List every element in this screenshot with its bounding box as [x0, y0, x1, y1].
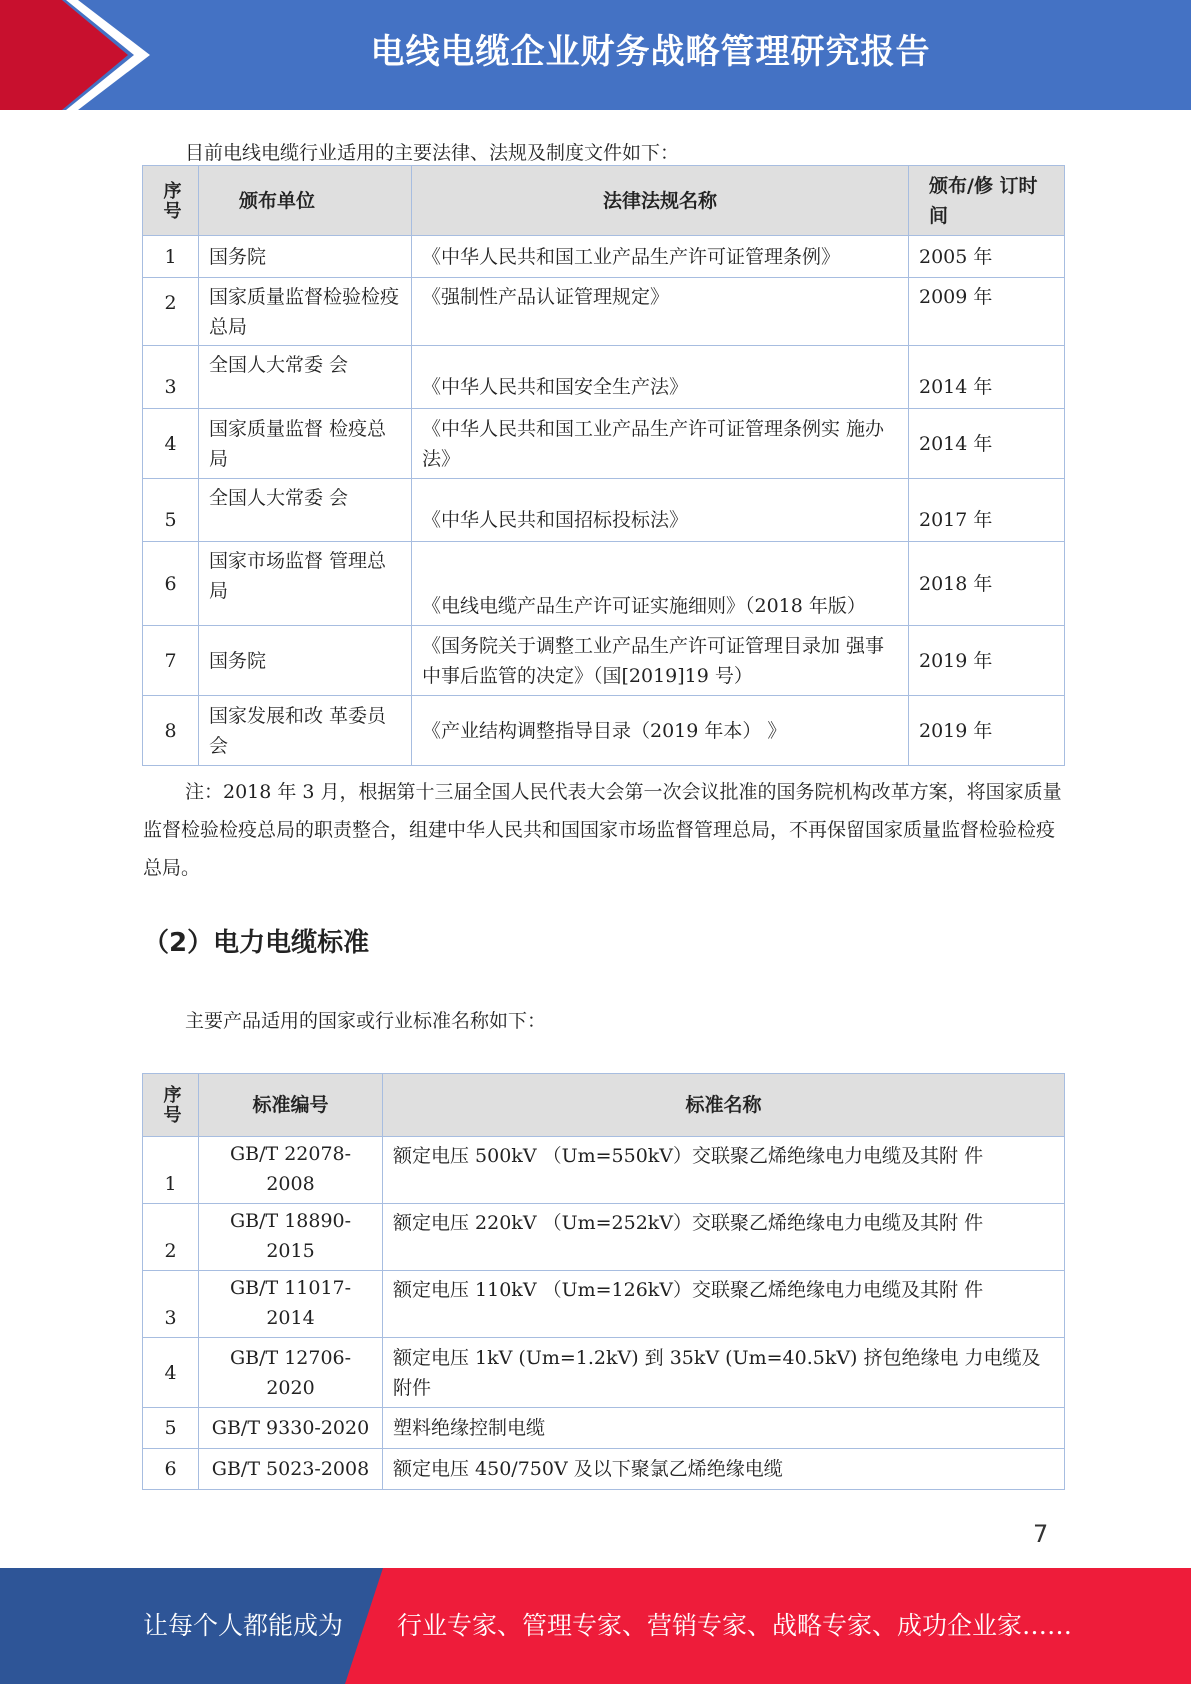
row-no: 5 [143, 1408, 199, 1449]
row-law-name: 《中华人民共和国工业产品生产许可证管理条例实 施办法》 [412, 409, 909, 479]
row-standard-name: 额定电压 1kV (Um=1.2kV) 到 35kV (Um=40.5kV) 挤包绝缘电 力电缆及附件 [383, 1338, 1065, 1408]
report-title: 电线电缆企业财务战略管理研究报告 [370, 32, 931, 72]
row-law-name: 《国务院关于调整工业产品生产许可证管理目录加 强事中事后监管的决定》（国[2019]19 号） [412, 626, 909, 696]
row-no: 5 [143, 479, 199, 542]
note-paragraph: 注：2018 年 3 月，根据第十三届全国人民代表大会第一次会议批准的国务院机构改革方案，将国家质量监督检验检疫总局的职责整合，组建中华人民共和国国家市场监督管理总局，不再保留国家质量监督检验检疫总局。 [143, 781, 1062, 879]
row-year: 2014 年 [909, 409, 1065, 479]
page-number: 7 [1033, 1520, 1049, 1548]
row-unit: 国家质量监督 检疫总局 [199, 409, 412, 479]
table-row [143, 236, 1065, 278]
row-law-name: 《中华人民共和国工业产品生产许可证管理条例》 [412, 236, 909, 278]
row-standard-name: 额定电压 110kV （Um=126kV）交联聚乙烯绝缘电力电缆及其附 件 [383, 1271, 1065, 1338]
row-year: 2019 年 [909, 696, 1065, 766]
row-code: GB/T 9330-2020 [199, 1408, 383, 1449]
table-header-row [143, 1074, 1065, 1137]
table-row [143, 1449, 1065, 1490]
table-row [143, 542, 1065, 626]
row-no: 3 [143, 1271, 199, 1338]
table-row [143, 696, 1065, 766]
footer-slogan-right: 行业专家、管理专家、营销专家、战略专家、成功企业家…… [397, 1611, 1073, 1640]
row-year: 2018 年 [909, 542, 1065, 626]
row-law-name: 《中华人民共和国安全生产法》 [412, 346, 909, 409]
table-header-row [143, 166, 1065, 236]
table-row [143, 1408, 1065, 1449]
row-unit: 国家发展和改 革委员会 [199, 696, 412, 766]
row-no: 2 [143, 1204, 199, 1271]
table-row [143, 479, 1065, 542]
row-no: 6 [143, 542, 199, 626]
row-unit: 国务院 [199, 626, 412, 696]
row-code: GB/T 18890-2015 [199, 1204, 383, 1271]
header-year: 颁布/修 订时间 [909, 166, 1065, 236]
table-row [143, 346, 1065, 409]
row-code: GB/T 22078-2008 [199, 1137, 383, 1204]
table-row [143, 626, 1065, 696]
header-standard-name: 标准名称 [383, 1074, 1065, 1137]
row-standard-name: 额定电压 450/750V 及以下聚氯乙烯绝缘电缆 [383, 1449, 1065, 1490]
row-standard-name: 额定电压 220kV （Um=252kV）交联聚乙烯绝缘电力电缆及其附 件 [383, 1204, 1065, 1271]
row-standard-name: 塑料绝缘控制电缆 [383, 1408, 1065, 1449]
row-year: 2014 年 [909, 346, 1065, 409]
row-no: 3 [143, 346, 199, 409]
table-row [143, 278, 1065, 346]
row-no: 6 [143, 1449, 199, 1490]
row-unit: 国家质量监督检验检疫总局 [199, 278, 412, 346]
row-year: 2005 年 [909, 236, 1065, 278]
header-no: 序号 [143, 166, 199, 236]
table-row [143, 1338, 1065, 1408]
header-law-name: 法律法规名称 [412, 166, 909, 236]
footer-slogan-left: 让每个人都能成为 [143, 1611, 344, 1640]
row-unit: 国务院 [199, 236, 412, 278]
header-unit: 颁布单位 [199, 166, 412, 236]
row-law-name: 《中华人民共和国招标投标法》 [412, 479, 909, 542]
row-no: 7 [143, 626, 199, 696]
standards-table [142, 1073, 1065, 1490]
row-year: 2017 年 [909, 479, 1065, 542]
row-no: 1 [143, 236, 199, 278]
section-intro: 主要产品适用的国家或行业标准名称如下： [185, 1010, 547, 1032]
row-year: 2019 年 [909, 626, 1065, 696]
row-no: 4 [143, 409, 199, 479]
page-footer [0, 1568, 1191, 1684]
table-row [143, 1137, 1065, 1204]
row-no: 2 [143, 278, 199, 346]
row-standard-name: 额定电压 500kV （Um=550kV）交联聚乙烯绝缘电力电缆及其附 件 [383, 1137, 1065, 1204]
row-code: GB/T 5023-2008 [199, 1449, 383, 1490]
row-law-name: 《电线电缆产品生产许可证实施细则》（2018 年版） [412, 542, 909, 626]
row-no: 4 [143, 1338, 199, 1408]
page-header [0, 0, 1191, 110]
table-row [143, 1204, 1065, 1271]
row-unit: 全国人大常委 会 [199, 346, 412, 409]
row-year: 2009 年 [909, 278, 1065, 346]
row-unit: 全国人大常委 会 [199, 479, 412, 542]
row-no: 1 [143, 1137, 199, 1204]
section-heading: （2）电力电缆标准 [143, 928, 370, 958]
row-no: 8 [143, 696, 199, 766]
laws-table [142, 165, 1065, 766]
header-no: 序号 [143, 1074, 199, 1137]
row-unit: 国家市场监督 管理总局 [199, 542, 412, 626]
row-code: GB/T 11017-2014 [199, 1271, 383, 1338]
header-code: 标准编号 [199, 1074, 383, 1137]
row-law-name: 《强制性产品认证管理规定》 [412, 278, 909, 346]
intro-paragraph: 目前电线电缆行业适用的主要法律、法规及制度文件如下： [185, 142, 680, 164]
table-row [143, 409, 1065, 479]
row-law-name: 《产业结构调整指导目录（2019 年本） 》 [412, 696, 909, 766]
table-row [143, 1271, 1065, 1338]
row-code: GB/T 12706-2020 [199, 1338, 383, 1408]
